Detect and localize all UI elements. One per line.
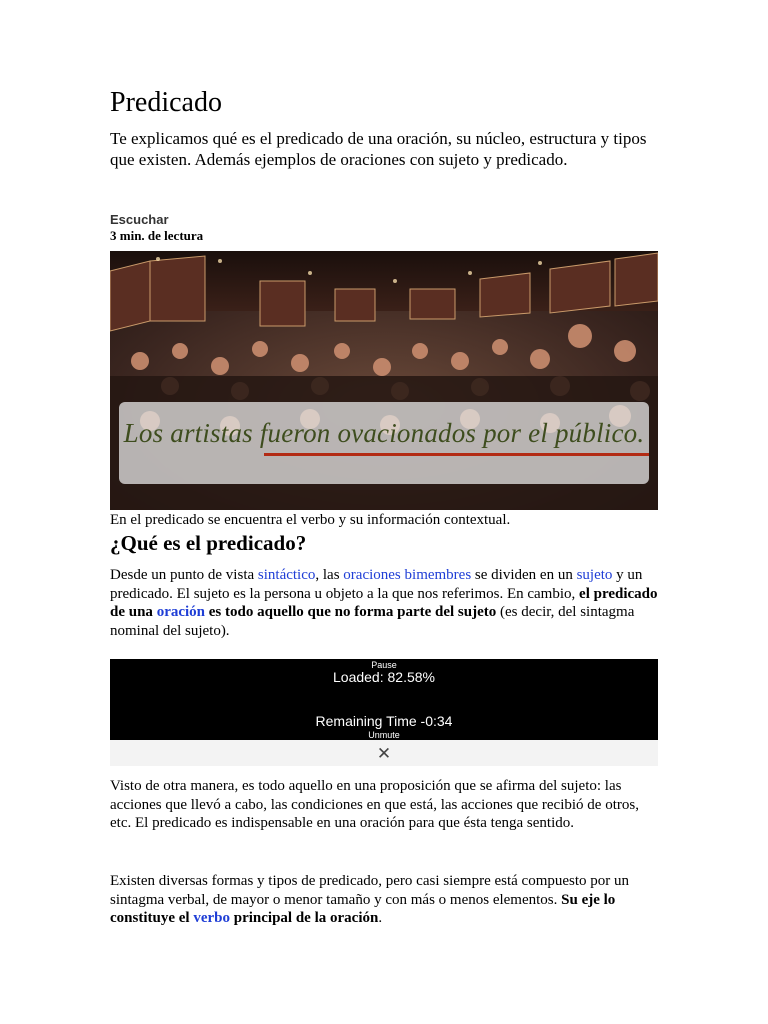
unmute-button[interactable]: Unmute: [368, 730, 400, 740]
text-span: y un predicado. El sujeto es la persona u objeto a la que nos referimos. En cambio,: [110, 567, 643, 602]
close-icon[interactable]: ✕: [110, 740, 658, 766]
bold-text: Su eje lo constituye el: [110, 891, 616, 926]
link-oracion[interactable]: oración: [156, 604, 206, 620]
article-intro: Te explicamos qué es el predicado de una oración, su núcleo, estructura y tipos que existen. Además ejemplos de oraciones con sujeto y predicado.: [110, 129, 647, 169]
bold-text: el predicado de una: [110, 585, 658, 620]
paragraph-1: [110, 566, 658, 640]
caption-underline: [264, 453, 649, 456]
bold-text: principal de la oración: [230, 910, 379, 926]
video-player[interactable]: [110, 659, 658, 740]
text-span: Desde un punto de vista: [110, 567, 258, 583]
link-verbo[interactable]: verbo: [193, 910, 230, 926]
text-span: (es decir, del sintagma nominal del sujeto).: [110, 604, 635, 639]
listen-button[interactable]: Escuchar: [110, 212, 169, 227]
paragraph-2: Visto de otra manera, es todo aquello en una proposición que se afirma del sujeto: las acciones que llevó a cabo, las condiciones en que está, las acciones que recibió de otros, etc. El predicado es indispensable en una oración para que ésta tenga sentido.: [110, 778, 639, 831]
paragraph-3: [110, 872, 658, 928]
image-caption: En el predicado se encuentra el verbo y su información contextual.: [110, 512, 511, 528]
text-span: .: [378, 910, 383, 926]
text-span: , las: [315, 567, 344, 583]
hero-image: [110, 251, 658, 510]
caption-overlay-text: Los artistas fueron ovacionados por el público.: [123, 418, 645, 448]
read-time: 3 min. de lectura: [110, 228, 204, 243]
text-span: se dividen en un: [471, 567, 577, 583]
section-heading: ¿Qué es el predicado?: [110, 531, 307, 555]
page-title: Predicado: [110, 87, 222, 118]
link-sintactico[interactable]: sintáctico: [257, 567, 316, 583]
pause-button[interactable]: Pause: [371, 660, 397, 670]
caption-overlay: [119, 402, 649, 484]
bold-text: es todo aquello que no forma parte del sujeto: [205, 604, 497, 620]
link-sujeto[interactable]: sujeto: [576, 567, 613, 583]
link-oraciones-bimembres[interactable]: oraciones bimembres: [343, 567, 472, 583]
remaining-time: Remaining Time -0:34: [315, 713, 453, 729]
text-span: Existen diversas formas y tipos de predicado, pero casi siempre está compuesto por un sintagma verbal, de mayor o menor tamaño y con más o menos elementos.: [110, 873, 630, 908]
loaded-status: Loaded: 82.58%: [333, 669, 435, 685]
